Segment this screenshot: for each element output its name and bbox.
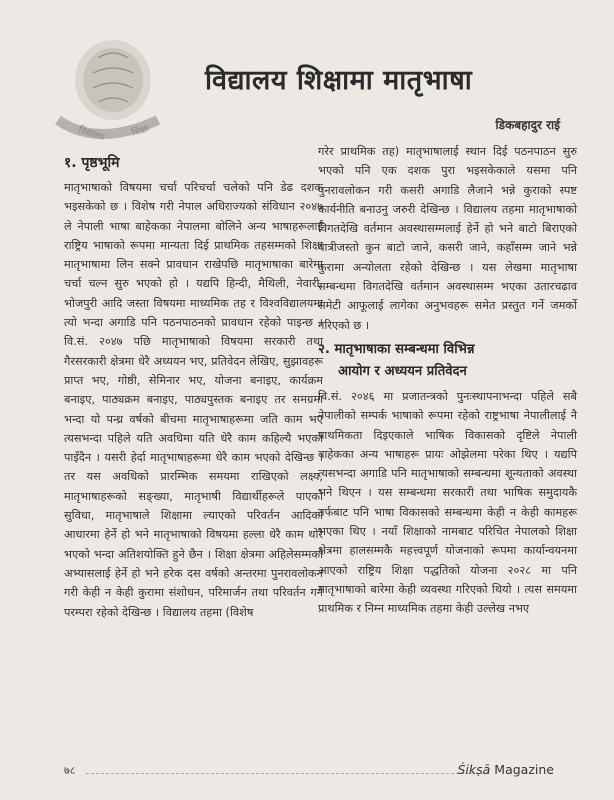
- section-1-heading: १. पृष्ठभूमि: [64, 155, 120, 171]
- magazine-name: [458, 762, 555, 777]
- magazine-name-italic: Śikṣā: [457, 762, 491, 777]
- left-column: [64, 152, 323, 622]
- svg-text:विद्यालय: विद्यालय: [77, 125, 106, 144]
- section-2-heading: [318, 339, 577, 383]
- section-2-heading-line-1: २. मातृभाषाका सम्बन्धमा विभिन्न: [318, 341, 475, 357]
- author-name: डिकबहादुर राई: [495, 118, 560, 132]
- school-magazine-logo-icon: [38, 28, 188, 148]
- article-title: विद्यालय शिक्षामा मातृभाषा: [205, 65, 473, 96]
- svg-text:शिक्षा: शिक्षा: [130, 124, 151, 139]
- section-2-heading-line-2: आयोग र अध्ययन प्रतिवेदन: [338, 363, 467, 379]
- magazine-name-rest: Magazine: [490, 762, 554, 777]
- right-column-para-2: वि.सं. २०४६ मा प्रजातन्त्रको पुनःस्थापनाभन्दा पहिले सबै नेपालीको सम्पर्क भाषाको रूपमा रहेको राष्ट्रभाषा नेपालीलाई नै प्राथमिकता दिइएकाले भाषिक विकासको दृष्टिले नेपाली बाहेकका अन्य भाषाहरू प्रायः ओझेलमा परेका थिए । यद्यपि त्यसभन्दा अगाडि पनि मातृभाषाको सम्बन्धमा शून्यताको अवस्था भने थिएन । यस सम्बन्धमा सरकारी तथा भाषिक समुदायकै तर्फबाट पनि भाषा विकासको सम्बन्धमा केही न केही कामहरू भएका थिए । नयाँ शिक्षाको नामबाट परिचित नेपालको शिक्षा क्षेत्रमा हालसम्मकै महत्त्वपूर्ण योजनाको रूपमा कार्यान्वयनमा आएको राष्ट्रिय शिक्षा पद्धतिको योजना २०२८ मा पनि मातृभाषाको बारेमा केही व्यवस्था गरिएको थियो । त्यस समयमा प्राथमिक र निम्न माध्यमिक तहमा केही उल्लेख नभए: [318, 389, 577, 616]
- footer-divider: [86, 773, 489, 774]
- page-number: ७८: [64, 764, 76, 777]
- right-column-para-1: गरेर प्राथमिक तह) मातृभाषालाई स्थान दिई पठनपाठन सुरु भएको पनि एक दशक पुरा भइसकेकाले यसमा पनि पुनरावलोकन गरी कसरी अगाडि लैजाने भन्ने कुराको स्पष्ट कार्यनीति बनाउनु जरुरी देखिन्छ । विद्यालय तहमा मातृभाषाको विगतदेखि वर्तमान अवस्थासम्मलाई हेर्ने हो भने बाटो बिराएको यात्रीजस्तो कुन बाटो जाने, कसरी जाने, कहाँसम्म जाने भन्ने कुरामा अन्योलता रहेको देखिन्छ । यस लेखमा मातृभाषा सम्बन्धमा विगतदेखि वर्तमान अवस्थासम्म भएका उतारचढाव समेटी आफूलाई लागेका अनुभवहरू समेत प्रस्तुत गर्ने जमर्को गरिएको छ ।: [318, 145, 577, 332]
- left-column-body: मातृभाषाको विषयमा चर्चा परिचर्चा चलेको पनि डेढ दशक भइसकेको छ । विशेष गरी नेपाल अधिराज्यको संविधान २०४७ ले नेपाली भाषा बाहेकका नेपालमा बोलिने अन्य भाषाहरूलाई राष्ट्रिय भाषाको रूपमा मान्यता दिई प्राथमिक तहसम्मको शिक्षा मातृभाषामा लिन सक्ने प्रावधान राखेपछि मातृभाषाका बारेमा चर्चा चल्न सुरु भएको हो । यद्यपि हिन्दी, मैथिली, नेवारी, भोजपुरी आदि जस्ता विषयमा माध्यमिक तह र विश्वविद्यालयमा त्यो भन्दा अगाडि पनि पठनपाठनको प्रावधान रहेको पाइन्छ । वि.सं. २०४७ पछि मातृभाषाको विषयमा सरकारी तथा गैरसरकारी क्षेत्रमा धेरै अध्ययन भए, प्रतिवेदन लेखिए, सुझावहरू प्राप्त भए, गोष्ठी, सेमिनार भए, योजना बनाइए, कार्यक्रम बनाइए, पाठ्यक्रम बनाइए, पाठ्यपुस्तक बनाइए तर समग्रमा भन्दा यो पन्ध्र वर्षको बीचमा मातृभाषाहरूमा जति काम भए त्यसभन्दा पहिले यति अवधिमा यति धेरै काम कहिल्यै भएको पाइँदैन । यसरी हेर्दा मातृभाषाहरूमा धेरै काम भएको देखिन्छ । तर यस अवधिको प्रारम्भिक समयमा राखिएको लक्ष्य, मातृभाषाहरूको सङ्ख्या, मातृभाषी विद्यार्थीहरूले पाएको सुविधा, मातृभाषाले शिक्षामा ल्याएको परिवर्तन आदिको आधारमा हेर्ने हो भने मातृभाषाको विषयमा हल्ला धेरै काम थोरै भएको भन्दा अतिशयोक्ति हुने छैन । शिक्षा क्षेत्रमा अहिलेसम्मको अभ्यासलाई हेर्ने हो भने हरेक दस वर्षको अन्तरमा पुनरावलोकन गरी केही न केही कुरामा संशोधन, परिमार्जन तथा परिवर्तन गर्ने परम्परा रहेको देखिन्छ । विद्यालय तहमा (विशेष: [64, 181, 323, 619]
- right-column: [318, 142, 577, 619]
